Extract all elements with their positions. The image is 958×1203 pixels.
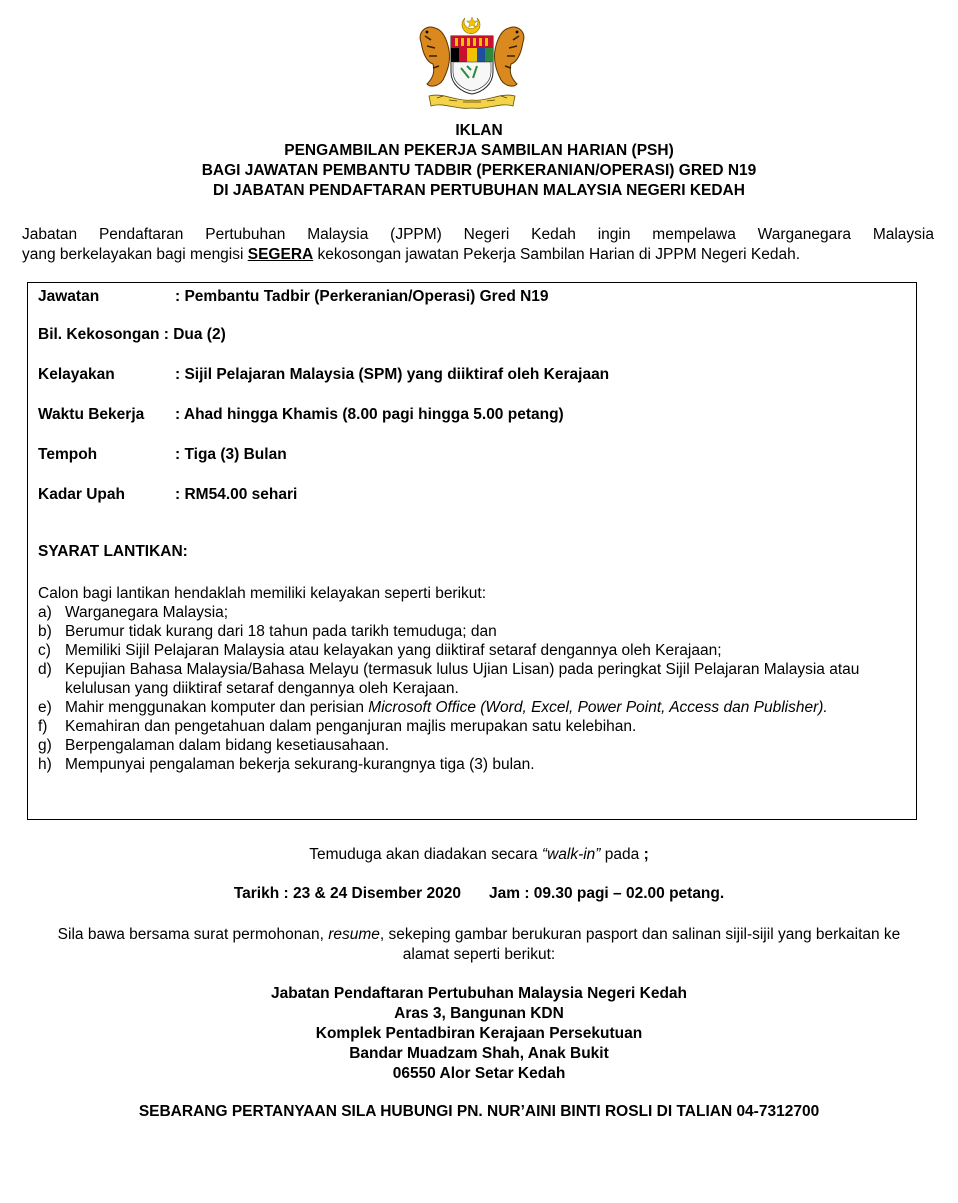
schedule-time: Jam : 09.30 pagi – 02.00 petang. <box>488 885 725 902</box>
requirements-list <box>38 603 878 774</box>
contact-footer: SEBARANG PERTANYAAN SILA HUBUNGI PN. NUR’AINI BINTI ROSLI DI TALIAN 04-7312700 <box>138 1103 820 1120</box>
requirement-text: Mempunyai pengalaman bekerja sekurang-kurangnya tiga (3) bulan. <box>65 756 535 773</box>
title-recruitment: PENGAMBILAN PEKERJA SAMBILAN HARIAN (PSH) <box>284 142 674 159</box>
detail-label: Jawatan <box>38 288 100 305</box>
schedule-date: Tarikh : 23 & 24 Disember 2020 <box>233 885 461 902</box>
address-line: 06550 Alor Setar Kedah <box>392 1065 566 1082</box>
list-marker: e) <box>38 699 52 716</box>
requirement-text: Berumur tidak kurang dari 18 tahun pada tarikh temuduga; dan <box>65 623 497 640</box>
documents-italic-text: resume <box>328 926 380 943</box>
documents-text: Sila bawa bersama surat permohonan, <box>57 926 329 943</box>
address-line: Komplek Pentadbiran Kerajaan Persekutuan <box>315 1025 643 1042</box>
notice-italic-text: “walk-in” <box>541 846 601 863</box>
intro-line-2b: kekosongan jawatan Pekerja Sambilan Harian di JPPM Negeri Kedah. <box>313 246 801 263</box>
intro-emphasis: SEGERA <box>247 246 314 263</box>
list-marker: d) <box>38 661 52 678</box>
list-marker: c) <box>38 642 51 659</box>
syarat-heading: SYARAT LANTIKAN: <box>38 543 188 560</box>
requirement-item <box>38 698 878 717</box>
list-marker: h) <box>38 756 52 773</box>
detail-value: : Tiga (3) Bulan <box>175 446 287 463</box>
detail-value: : Ahad hingga Khamis (8.00 pagi hingga 5.00 petang) <box>175 406 564 423</box>
detail-value: : Pembantu Tadbir (Perkeranian/Operasi) Gred N19 <box>175 288 549 305</box>
notice-text: Temuduga akan diadakan secara <box>309 846 542 863</box>
job-details-box <box>27 282 917 820</box>
requirement-text: Kemahiran dan pengetahuan dalam penganjuran majlis merupakan satu kelebihan. <box>65 718 637 735</box>
notice-text: pada <box>600 846 644 863</box>
intro-line-2a: yang berkelayakan bagi mengisi <box>22 246 248 263</box>
title-position: BAGI JAWATAN PEMBANTU TADBIR (PERKERANIAN/OPERASI) GRED N19 <box>201 162 757 179</box>
interview-notice <box>0 845 958 865</box>
requirement-text: Memiliki Sijil Pelajaran Malaysia atau kelayakan yang diiktiraf setaraf dengannya oleh Kerajaan; <box>65 642 722 659</box>
requirement-text: Berpengalaman dalam bidang kesetiausahaan. <box>65 737 390 754</box>
address-line: Bandar Muadzam Shah, Anak Bukit <box>349 1045 609 1062</box>
documents-notice <box>40 925 918 965</box>
title-department: DI JABATAN PENDAFTARAN PERTUBUHAN MALAYSIA NEGERI KEDAH <box>213 182 745 199</box>
address-line: Aras 3, Bangunan KDN <box>394 1005 564 1022</box>
detail-value: : Sijil Pelajaran Malaysia (SPM) yang diiktiraf oleh Kerajaan <box>175 366 610 383</box>
detail-label: Bil. Kekosongan <box>38 326 164 343</box>
notice-punct: ; <box>643 846 649 863</box>
requirement-text: Kepujian Bahasa Malaysia/Bahasa Melayu (termasuk lulus Ujian Lisan) pada peringkat Sijil Pelajaran Malaysia atau kelulusan yang diiktiraf setaraf dengannya oleh Kerajaan. <box>65 661 860 697</box>
address-block <box>0 984 958 1084</box>
requirement-item <box>38 622 878 641</box>
detail-label: Kadar Upah <box>38 486 125 503</box>
intro-line-1: Jabatan Pendaftaran Pertubuhan Malaysia (JPPM) Negeri Kedah ingin mempelawa Warganegara Malaysia <box>22 226 934 243</box>
detail-row-kekosongan <box>38 325 226 345</box>
requirement-item <box>38 660 878 698</box>
detail-value: : Dua (2) <box>163 326 226 343</box>
documents-text: , sekeping gambar berukuran pasport dan salinan sijil-sijil yang berkaitan ke alamat seperti berikut: <box>379 926 901 963</box>
detail-label: Kelayakan <box>38 366 115 383</box>
coat-of-arms-crest <box>413 14 531 114</box>
calon-intro: Calon bagi lantikan hendaklah memiliki kelayakan seperti berikut: <box>38 585 487 602</box>
requirement-item <box>38 603 878 622</box>
intro-paragraph <box>22 225 934 265</box>
detail-label: Tempoh <box>38 446 98 463</box>
interview-schedule <box>0 884 958 904</box>
list-marker: f) <box>38 718 48 735</box>
address-line: Jabatan Pendaftaran Pertubuhan Malaysia Negeri Kedah <box>270 985 688 1002</box>
detail-label: Waktu Bekerja <box>38 406 145 423</box>
detail-value: : RM54.00 sehari <box>175 486 298 503</box>
requirement-text: Warganegara Malaysia; <box>65 604 229 621</box>
list-marker: g) <box>38 737 52 754</box>
requirement-text: Mahir menggunakan komputer dan perisian <box>65 699 369 716</box>
requirement-item <box>38 641 878 660</box>
list-marker: b) <box>38 623 52 640</box>
requirement-italic-text: Microsoft Office (Word, Excel, Power Point, Access dan Publisher). <box>368 699 828 716</box>
list-marker: a) <box>38 604 52 621</box>
requirement-item <box>38 736 878 755</box>
requirement-item <box>38 717 878 736</box>
title-iklan: IKLAN <box>455 122 503 139</box>
requirement-item <box>38 755 878 774</box>
